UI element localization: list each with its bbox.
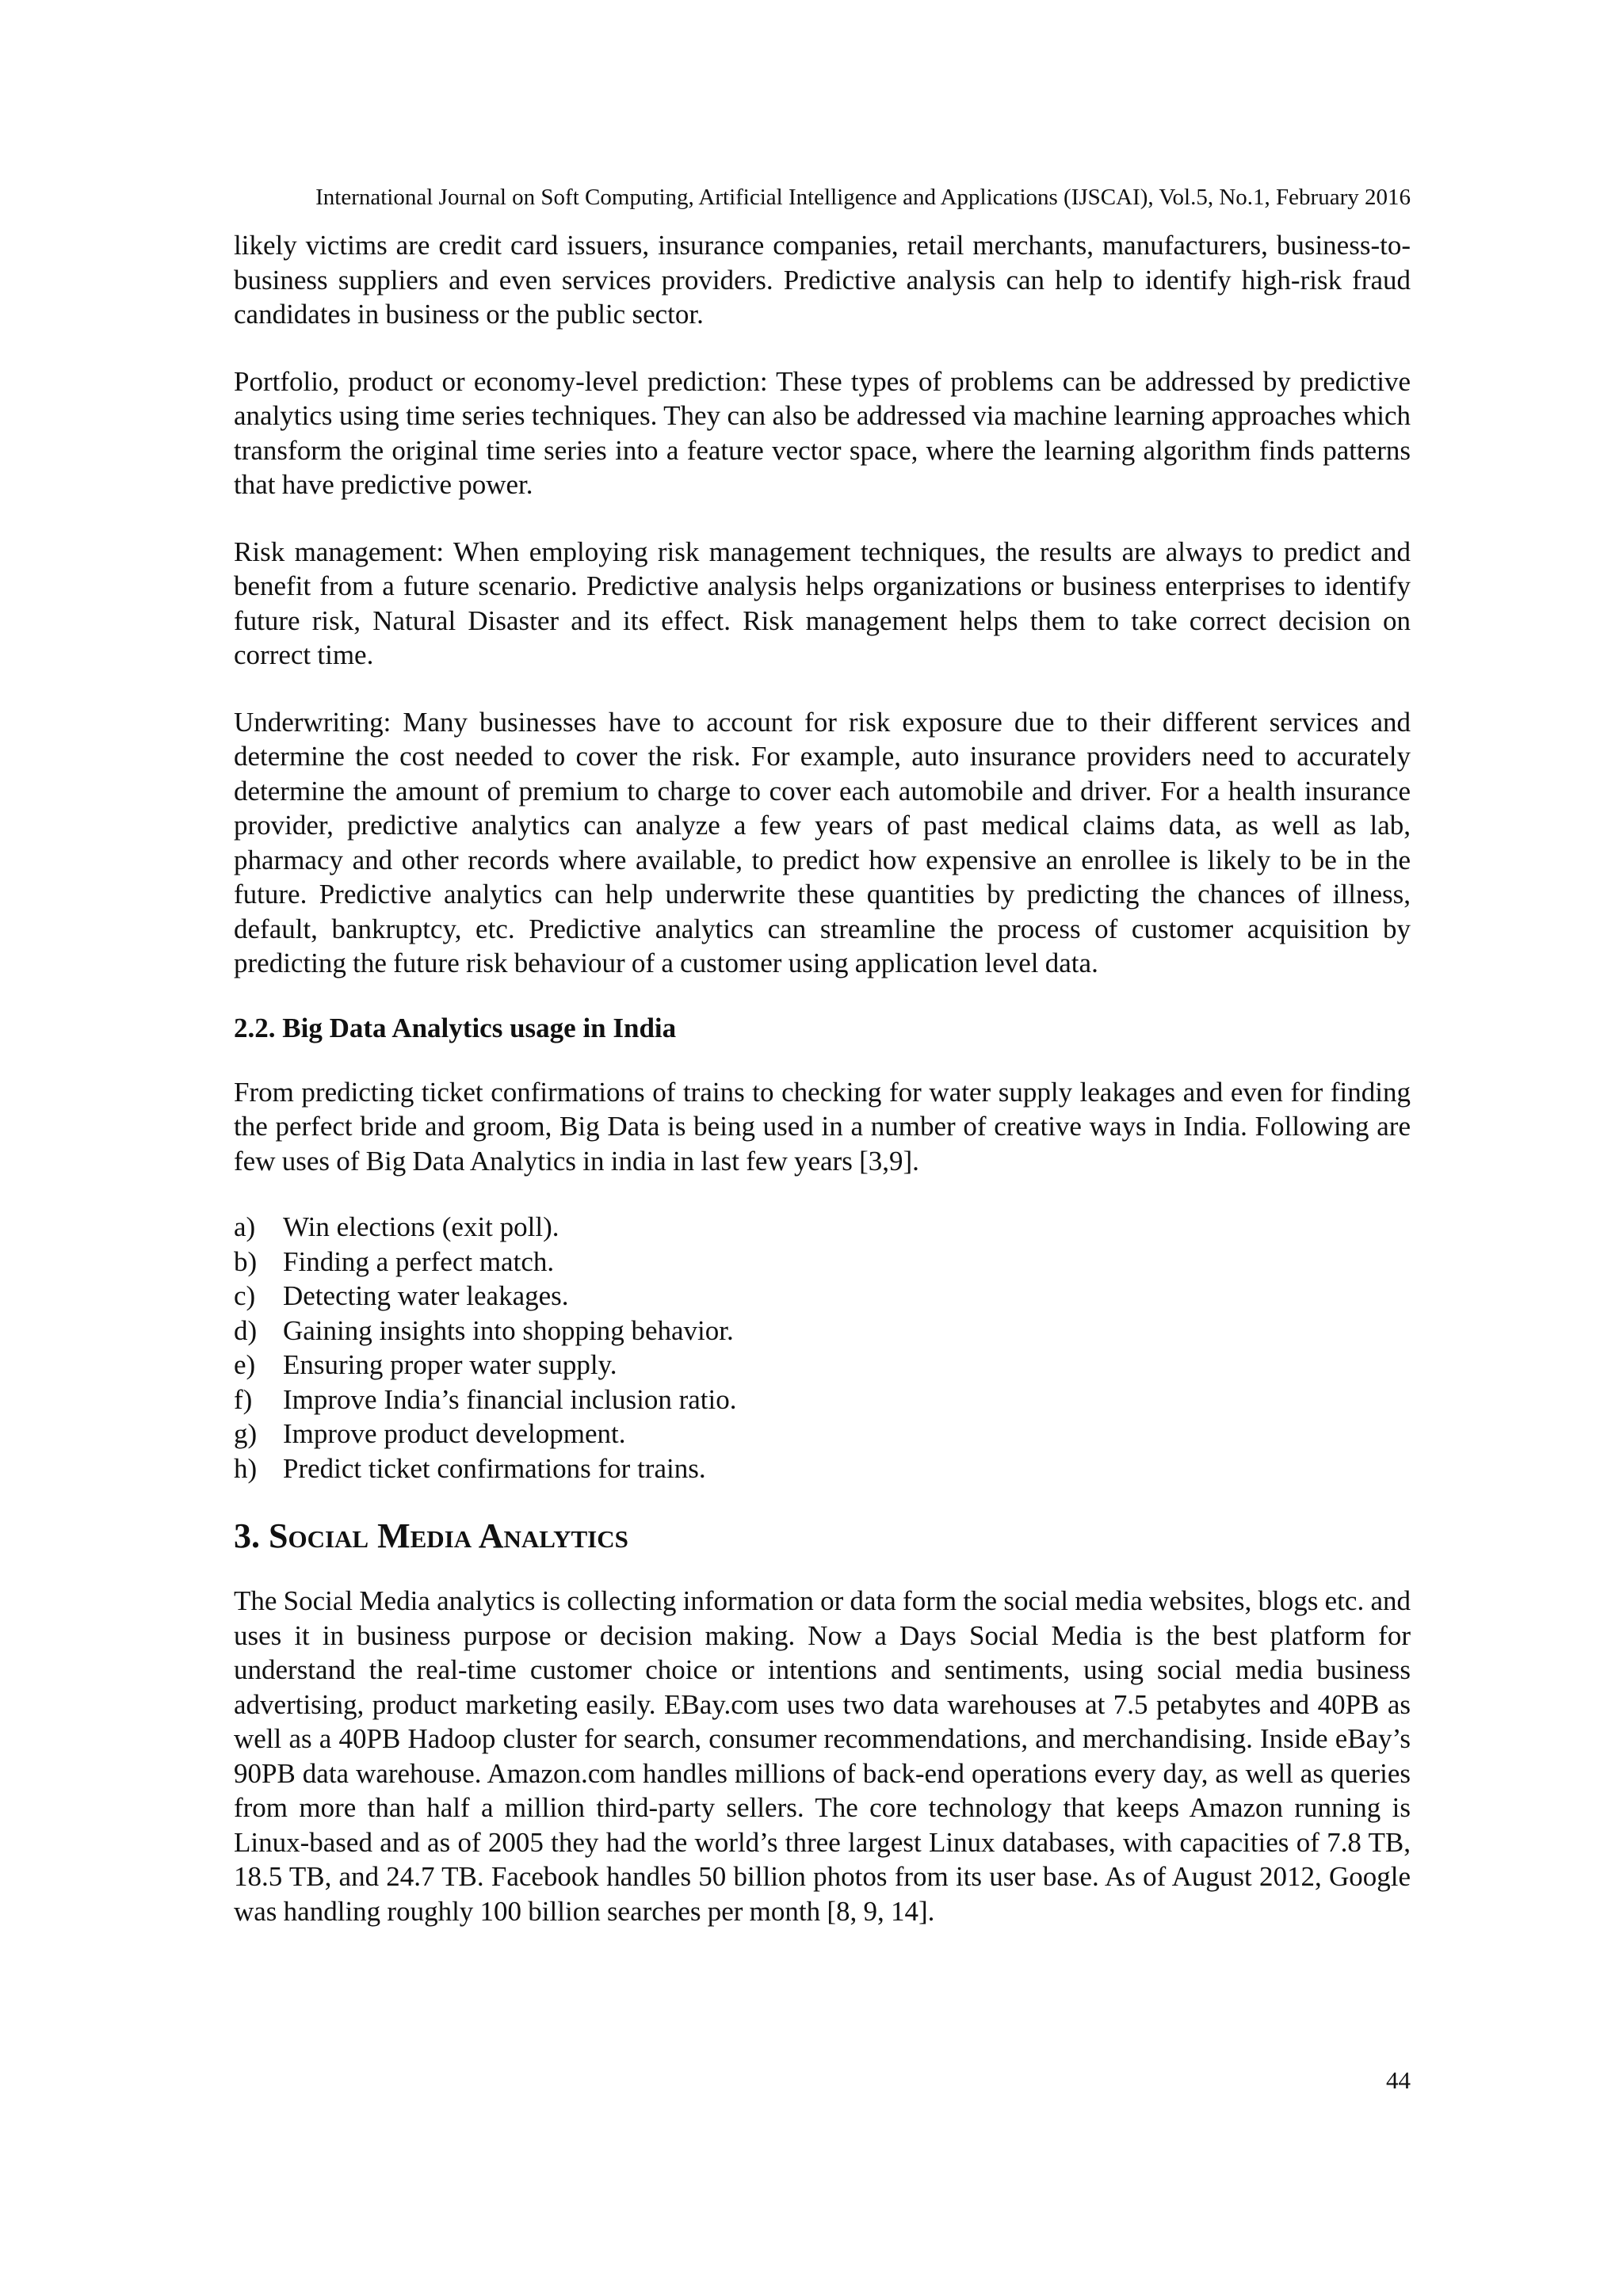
paragraph-underwriting: Underwriting: Many businesses have to account for risk exposure due to their different services and determine the cost needed to cover the risk. For example, auto insurance providers need to accurately determine the amount of premium to charge to cover each automobile and driver. For a health insurance provider, predictive analytics can analyze a few years of past medical claims data, as well as lab, pharmacy and other records where available, to predict how expensive an enrollee is likely to be in the future. Predictive analytics can help underwrite these quantities by predicting the chances of illness, default, bankruptcy, etc. Predictive analytics can streamline the process of customer acquisition by predicting the future risk behaviour of a customer using application level data. <box>234 706 1411 978</box>
subsection-title: Big Data Analytics usage in India <box>282 1012 677 1043</box>
subsection-intro-paragraph: From predicting ticket confirmations of trains to checking for water supply leakages and even for finding the perfect bride and groom, Big Data is being used in a number of creative ways in India. Following are few uses of Big Data Analytics in india in last few years [3,9]. <box>234 1076 1411 1177</box>
list-item <box>234 1210 1411 1245</box>
list-item <box>234 1417 1411 1451</box>
list-marker: e) <box>234 1349 256 1380</box>
list-marker: c) <box>234 1280 256 1311</box>
list-item <box>234 1348 1411 1383</box>
india-uses-list <box>234 1210 1411 1486</box>
list-item-text: Gaining insights into shopping behavior. <box>283 1314 734 1346</box>
list-item <box>234 1451 1411 1486</box>
list-marker: h) <box>234 1452 258 1484</box>
page-number: 44 <box>1386 2066 1411 2094</box>
list-item <box>234 1279 1411 1314</box>
list-marker: d) <box>234 1314 258 1346</box>
journal-running-header: International Journal on Soft Computing, Artificial Intelligence and Applications (IJSCAI), Vol.5, No.1, February 2016 <box>315 185 1411 210</box>
section-number: 3. <box>234 1516 260 1555</box>
page-body <box>234 228 1411 1928</box>
section-body-paragraph: The Social Media analytics is collecting information or data form the social media websites, blogs etc. and uses it in business purpose or decision making. Now a Days Social Media is the best platform for understand the real-time customer choice or intentions and sentiments, using social media business advertising, product marketing easily. EBay.com uses two data warehouses at 7.5 petabytes and 40PB as well as a 40PB Hadoop cluster for search, consumer recommendations, and merchandising. Inside eBay’s 90PB data warehouse. Amazon.com handles millions of back-end operations every day, as well as queries from more than half a million third-party sellers. The core technology that keeps Amazon running is Linux-based and as of 2005 they had the world’s three largest Linux databases, with capacities of 7.8 TB, 18.5 TB, and 24.7 TB. Facebook handles 50 billion photos from its user base. As of August 2012, Google was handling roughly 100 billion searches per month [8, 9, 14]. <box>234 1585 1411 1927</box>
list-item-text: Win elections (exit poll). <box>283 1211 559 1242</box>
list-item-text: Improve India’s financial inclusion ratio. <box>283 1383 737 1415</box>
paragraph-portfolio-prediction: Portfolio, product or economy-level prediction: These types of problems can be addressed by predictive analytics using time series techniques. They can also be addressed via machine learning approaches which transform the original time series into a feature vector space, where the learning algorithm finds patterns that have predictive power. <box>234 365 1411 500</box>
list-marker: f) <box>234 1383 253 1415</box>
paragraph-fraud-detection: likely victims are credit card issuers, insurance companies, retail merchants, manufacturers, business-to-business suppliers and even services providers. Predictive analysis can help to identify high-risk fraud candidates in business or the public sector. <box>234 230 1411 330</box>
list-marker: g) <box>234 1418 258 1449</box>
list-marker: b) <box>234 1245 258 1277</box>
list-item-text: Improve product development. <box>283 1418 626 1449</box>
list-item <box>234 1383 1411 1417</box>
list-item <box>234 1314 1411 1348</box>
list-item-text: Detecting water leakages. <box>283 1280 569 1311</box>
subsection-heading <box>234 1011 1411 1045</box>
section-title: Social Media Analytics <box>269 1516 628 1555</box>
list-item-text: Predict ticket confirmations for trains. <box>283 1452 706 1484</box>
list-marker: a) <box>234 1211 256 1242</box>
subsection-number: 2.2. <box>234 1012 276 1043</box>
paragraph-risk-management: Risk management: When employing risk management techniques, the results are always to predict and benefit from a future scenario. Predictive analysis helps organizations or business enterprises to identify future risk, Natural Disaster and its effect. Risk management helps them to take correct decision on correct time. <box>234 536 1411 670</box>
list-item <box>234 1245 1411 1280</box>
list-item-text: Ensuring proper water supply. <box>283 1349 617 1380</box>
section-heading <box>234 1514 1411 1558</box>
list-item-text: Finding a perfect match. <box>283 1245 555 1277</box>
